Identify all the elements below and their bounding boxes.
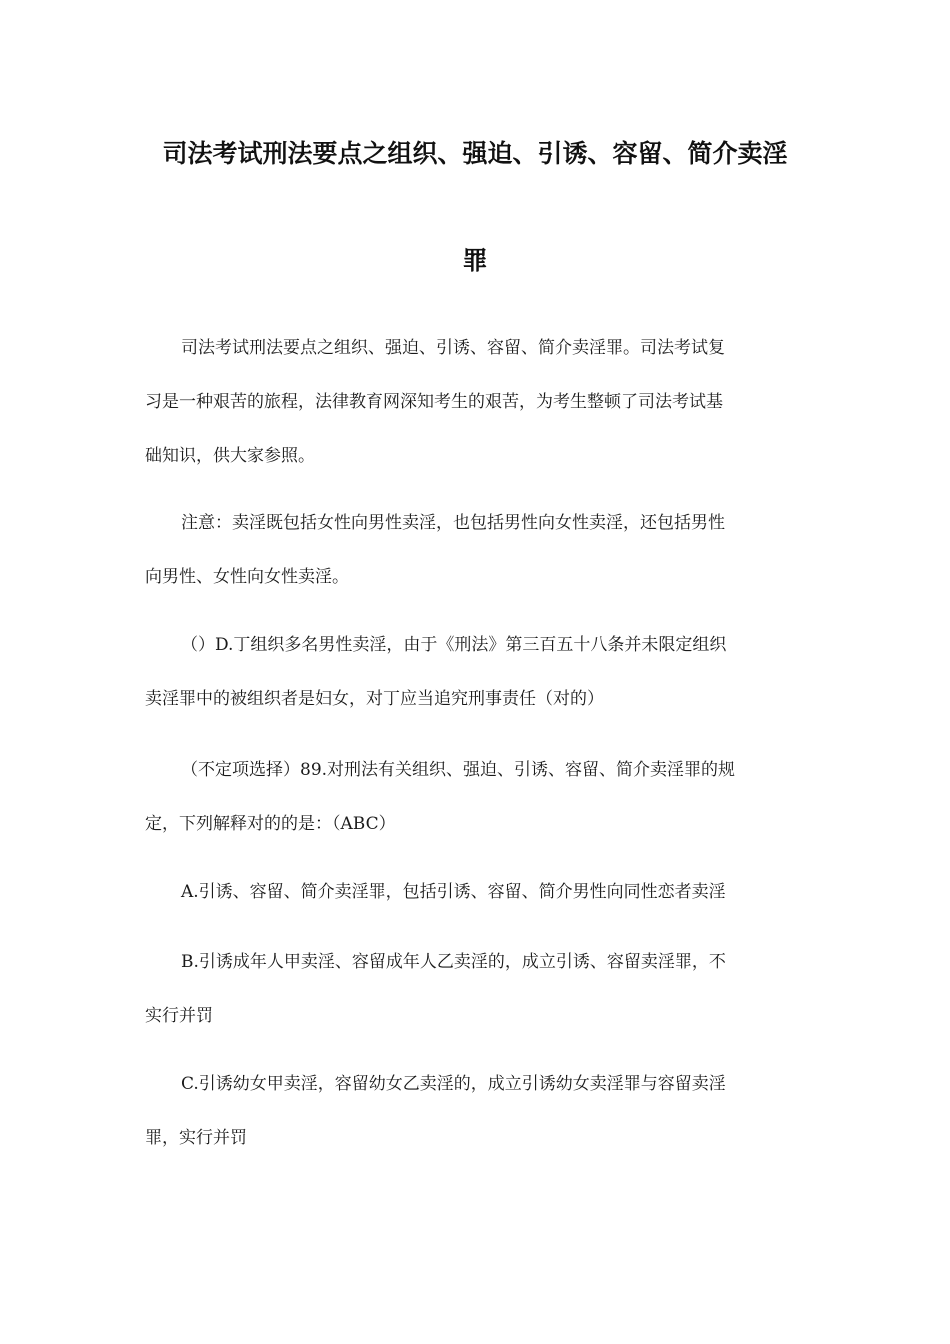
text-line: 定，下列解释对的的是：（ABC） (145, 814, 396, 834)
option-a-paragraph (145, 865, 805, 919)
text-line: 卖淫罪中的被组织者是妇女，对丁应当追究刑事责任（对的） (145, 689, 604, 709)
text-line: C.引诱幼女甲卖淫，容留幼女乙卖淫的，成立引诱幼女卖淫罪与容留卖淫 (181, 1074, 726, 1094)
text-line: 罪，实行并罚 (145, 1128, 247, 1148)
intro-paragraph (145, 321, 805, 483)
text-line: 础知识，供大家参照。 (145, 446, 315, 466)
text-line: （）D.丁组织多名男性卖淫，由于《刑法》第三百五十八条并未限定组织 (181, 635, 727, 655)
document-title-line-2: 罪 (462, 246, 488, 275)
text-line: 注意：卖淫既包括女性向男性卖淫，也包括男性向女性卖淫，还包括男性 (181, 513, 725, 533)
question-paragraph (145, 743, 805, 851)
text-line: 习是一种艰苦的旅程，法律教育网深知考生的艰苦，为考生整顿了司法考试基 (145, 392, 723, 412)
document-title-line-1: 司法考试刑法要点之组织、强迫、引诱、容留、简介卖淫 (162, 139, 788, 168)
text-line: 司法考试刑法要点之组织、强迫、引诱、容留、简介卖淫罪。司法考试复 (181, 338, 725, 358)
note-paragraph (145, 496, 805, 604)
text-line: （不定项选择）89.对刑法有关组织、强迫、引诱、容留、简介卖淫罪的规 (181, 760, 736, 780)
text-line: 向男性、女性向女性卖淫。 (145, 567, 349, 587)
text-line: A.引诱、容留、简介卖淫罪，包括引诱、容留、简介男性向同性恋者卖淫 (181, 882, 726, 902)
text-line: B.引诱成年人甲卖淫、容留成年人乙卖淫的，成立引诱、容留卖淫罪，不 (181, 952, 726, 972)
option-c-paragraph (145, 1057, 805, 1165)
text-line: 实行并罚 (145, 1006, 213, 1026)
option-d-paragraph (145, 618, 805, 726)
option-b-paragraph (145, 935, 805, 1043)
